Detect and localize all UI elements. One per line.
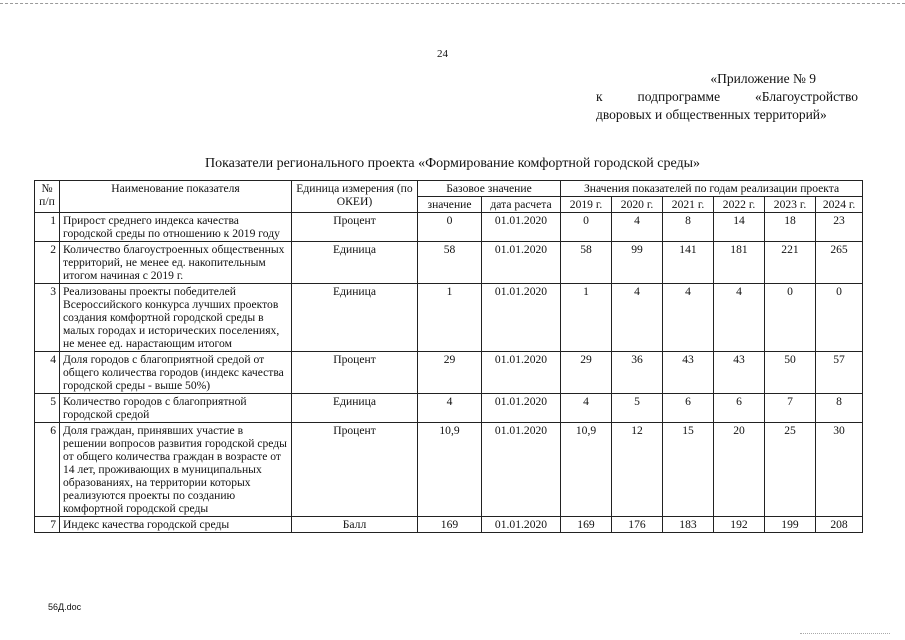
header-name: Наименование показателя bbox=[60, 181, 292, 213]
header-base-value: значение bbox=[418, 197, 482, 213]
table-row bbox=[35, 394, 863, 423]
row-year-value: 58 bbox=[561, 242, 612, 284]
indicators-table bbox=[34, 180, 863, 533]
table-row bbox=[35, 517, 863, 533]
appendix-word: «Благоустройство bbox=[755, 89, 858, 104]
appendix-word: подпрограмме bbox=[637, 89, 721, 104]
header-year: 2021 г. bbox=[663, 197, 714, 213]
row-year-value: 15 bbox=[663, 423, 714, 517]
row-year-value: 0 bbox=[561, 213, 612, 242]
row-year-value: 8 bbox=[663, 213, 714, 242]
row-base-value: 4 bbox=[418, 394, 482, 423]
row-name: Доля граждан, принявших участие в решении вопросов развития городской среды от общего количества граждан в возрасте от 14 лет, проживающих в муниципальных образованиях, на территории которых реализуются проекты по созданию комфортной городской среды bbox=[60, 423, 292, 517]
row-base-date: 01.01.2020 bbox=[482, 352, 561, 394]
row-year-value: 4 bbox=[612, 284, 663, 352]
row-base-value: 29 bbox=[418, 352, 482, 394]
row-name: Количество городов с благоприятной городской средой bbox=[60, 394, 292, 423]
header-row-1 bbox=[35, 181, 863, 197]
row-unit: Процент bbox=[292, 213, 418, 242]
row-unit: Единица bbox=[292, 242, 418, 284]
row-num: 3 bbox=[35, 284, 60, 352]
row-base-date: 01.01.2020 bbox=[482, 517, 561, 533]
row-year-value: 50 bbox=[765, 352, 816, 394]
row-year-value: 221 bbox=[765, 242, 816, 284]
table-row bbox=[35, 213, 863, 242]
row-year-value: 30 bbox=[816, 423, 863, 517]
row-base-value: 1 bbox=[418, 284, 482, 352]
row-name: Прирост среднего индекса качества городской среды по отношению к 2019 году bbox=[60, 213, 292, 242]
row-year-value: 57 bbox=[816, 352, 863, 394]
row-year-value: 4 bbox=[612, 213, 663, 242]
scan-bottom-edge bbox=[800, 633, 890, 634]
row-year-value: 43 bbox=[663, 352, 714, 394]
row-year-value: 176 bbox=[612, 517, 663, 533]
row-year-value: 183 bbox=[663, 517, 714, 533]
header-year: 2020 г. bbox=[612, 197, 663, 213]
row-unit: Единица bbox=[292, 284, 418, 352]
row-base-value: 10,9 bbox=[418, 423, 482, 517]
row-year-value: 14 bbox=[714, 213, 765, 242]
header-num: № п/п bbox=[35, 181, 60, 213]
row-base-date: 01.01.2020 bbox=[482, 213, 561, 242]
row-num: 5 bbox=[35, 394, 60, 423]
row-base-date: 01.01.2020 bbox=[482, 242, 561, 284]
row-year-value: 5 bbox=[612, 394, 663, 423]
row-name: Реализованы проекты победителей Всероссийского конкурса лучших проектов создания комфортной городской среды в малых городах и исторических поселениях, не менее ед. нарастающим итогом bbox=[60, 284, 292, 352]
row-unit: Единица bbox=[292, 394, 418, 423]
row-year-value: 23 bbox=[816, 213, 863, 242]
row-year-value: 6 bbox=[663, 394, 714, 423]
appendix-line-3: дворовых и общественных территорий» bbox=[596, 107, 827, 122]
row-year-value: 7 bbox=[765, 394, 816, 423]
page-number: 24 bbox=[437, 48, 448, 60]
row-year-value: 25 bbox=[765, 423, 816, 517]
table-row bbox=[35, 284, 863, 352]
row-base-value: 0 bbox=[418, 213, 482, 242]
document-title: Показатели регионального проекта «Формирование комфортной городской среды» bbox=[204, 156, 701, 171]
row-year-value: 4 bbox=[561, 394, 612, 423]
row-num: 7 bbox=[35, 517, 60, 533]
row-year-value: 6 bbox=[714, 394, 765, 423]
row-name: Индекс качества городской среды bbox=[60, 517, 292, 533]
row-year-value: 12 bbox=[612, 423, 663, 517]
row-name: Количество благоустроенных общественных территорий, не менее ед. накопительным итогом начиная с 2019 г. bbox=[60, 242, 292, 284]
row-year-value: 4 bbox=[663, 284, 714, 352]
header-base: Базовое значение bbox=[418, 181, 561, 197]
row-year-value: 141 bbox=[663, 242, 714, 284]
row-year-value: 43 bbox=[714, 352, 765, 394]
row-base-value: 58 bbox=[418, 242, 482, 284]
row-year-value: 265 bbox=[816, 242, 863, 284]
table-row bbox=[35, 423, 863, 517]
row-year-value: 169 bbox=[561, 517, 612, 533]
row-base-date: 01.01.2020 bbox=[482, 394, 561, 423]
row-year-value: 4 bbox=[714, 284, 765, 352]
header-year: 2022 г. bbox=[714, 197, 765, 213]
row-year-value: 0 bbox=[816, 284, 863, 352]
header-year: 2019 г. bbox=[561, 197, 612, 213]
appendix-line-1: «Приложение № 9 bbox=[710, 71, 816, 86]
row-year-value: 29 bbox=[561, 352, 612, 394]
appendix-heading bbox=[596, 70, 858, 124]
row-year-value: 8 bbox=[816, 394, 863, 423]
row-base-date: 01.01.2020 bbox=[482, 284, 561, 352]
scan-top-edge bbox=[0, 3, 905, 4]
row-name: Доля городов с благоприятной средой от общего количества городов (индекс качества городской среды - выше 50%) bbox=[60, 352, 292, 394]
header-unit: Единица измерения (по ОКЕИ) bbox=[292, 181, 418, 213]
row-year-value: 192 bbox=[714, 517, 765, 533]
row-num: 6 bbox=[35, 423, 60, 517]
row-num: 2 bbox=[35, 242, 60, 284]
row-year-value: 181 bbox=[714, 242, 765, 284]
header-years-group: Значения показателей по годам реализации проекта bbox=[561, 181, 863, 197]
header-base-date: дата расчета bbox=[482, 197, 561, 213]
table-row bbox=[35, 242, 863, 284]
header-year: 2023 г. bbox=[765, 197, 816, 213]
row-year-value: 199 bbox=[765, 517, 816, 533]
footer-file-code: 56Д.doc bbox=[48, 602, 82, 612]
appendix-word: к bbox=[596, 89, 603, 104]
row-unit: Балл bbox=[292, 517, 418, 533]
row-unit: Процент bbox=[292, 352, 418, 394]
row-year-value: 18 bbox=[765, 213, 816, 242]
appendix-line-2 bbox=[596, 88, 858, 106]
row-num: 1 bbox=[35, 213, 60, 242]
row-base-date: 01.01.2020 bbox=[482, 423, 561, 517]
row-year-value: 20 bbox=[714, 423, 765, 517]
row-year-value: 208 bbox=[816, 517, 863, 533]
row-year-value: 0 bbox=[765, 284, 816, 352]
row-num: 4 bbox=[35, 352, 60, 394]
table-row bbox=[35, 352, 863, 394]
header-year: 2024 г. bbox=[816, 197, 863, 213]
row-base-value: 169 bbox=[418, 517, 482, 533]
row-year-value: 36 bbox=[612, 352, 663, 394]
row-year-value: 1 bbox=[561, 284, 612, 352]
row-year-value: 10,9 bbox=[561, 423, 612, 517]
row-year-value: 99 bbox=[612, 242, 663, 284]
row-unit: Процент bbox=[292, 423, 418, 517]
